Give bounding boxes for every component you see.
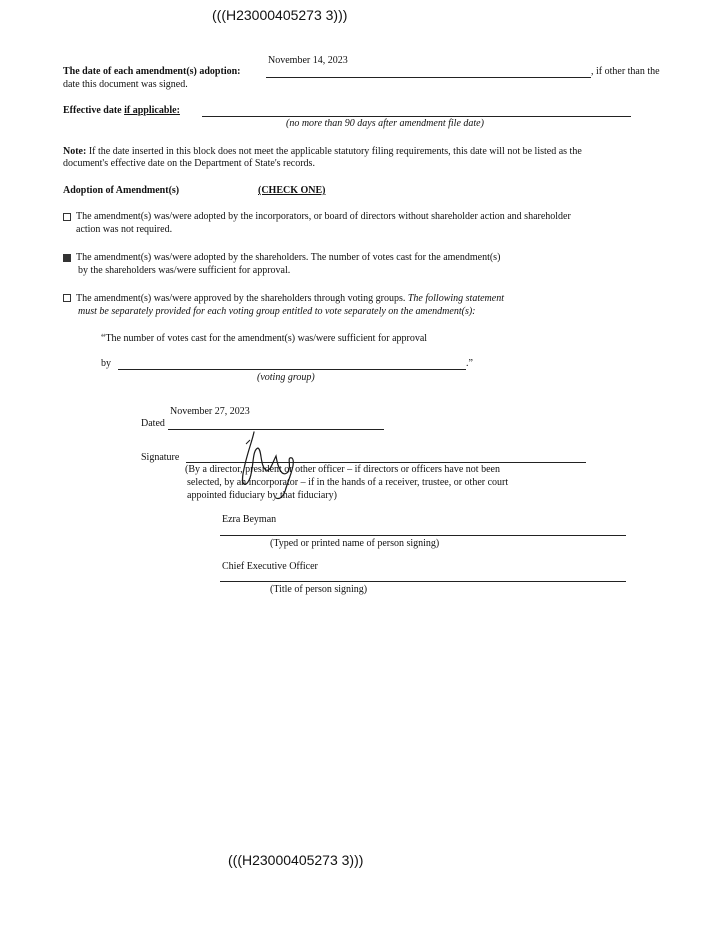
signer-name-line — [220, 535, 626, 536]
option-2-line2: by the shareholders was/were sufficient for approval. — [78, 265, 291, 276]
by-label: by — [101, 358, 111, 369]
adoption-date-value: November 14, 2023 — [268, 55, 348, 66]
signer-name-caption: (Typed or printed name of person signing) — [270, 538, 440, 549]
dated-label: Dated — [141, 418, 165, 429]
option-2-line1: The amendment(s) was/were adopted by the shareholders. The number of votes cast for the amendment(s) — [76, 252, 501, 263]
by-end: .” — [466, 358, 473, 369]
option-3-line2: must be separately provided for each voting group entitled to vote separately on the amendment(s): — [78, 306, 476, 317]
signature-instructions-line2: selected, by an incorporator – if in the hands of a receiver, trustee, or other court — [187, 477, 509, 488]
signer-title-caption: (Title of person signing) — [270, 584, 368, 595]
option-1-line1: The amendment(s) was/were adopted by the incorporators, or board of directors without shareholder action and shareholder — [76, 211, 571, 222]
signer-title-line — [220, 581, 626, 582]
voting-group-caption: (voting group) — [257, 372, 315, 383]
effective-date-line — [202, 116, 631, 117]
note-line1: Note: If the date inserted in this block does not meet the applicable statutory filing requirements, this date will not be listed as the — [63, 146, 582, 157]
adoption-date-suffix: , if other than the — [591, 66, 660, 77]
voting-group-line — [118, 369, 466, 370]
voting-quote: “The number of votes cast for the amendment(s) was/were sufficient for approval — [101, 333, 428, 344]
signature-instructions-line3: appointed fiduciary by that fiduciary) — [187, 490, 337, 501]
signer-name-value: Ezra Beyman — [222, 514, 277, 525]
note-line2: document's effective date on the Department of State's records. — [63, 158, 315, 169]
dated-value: November 27, 2023 — [170, 406, 250, 417]
check-one-label: (CHECK ONE) — [258, 185, 326, 196]
signer-title-value: Chief Executive Officer — [222, 561, 318, 572]
option-1-line2: action was not required. — [76, 224, 173, 235]
adoption-date-line2: date this document was signed. — [63, 79, 188, 90]
option-3-line1: The amendment(s) was/were approved by the shareholders through voting groups. The following statement — [76, 293, 504, 304]
effective-date-note: (no more than 90 days after amendment file date) — [286, 118, 484, 129]
option-2-checkbox[interactable] — [63, 254, 71, 262]
document-footer-code: (((H23000405273 3))) — [228, 852, 364, 868]
adoption-date-label: The date of each amendment(s) adoption: — [63, 66, 241, 77]
adoption-date-line — [266, 77, 591, 78]
option-1-checkbox[interactable] — [63, 213, 71, 221]
option-3-checkbox[interactable] — [63, 294, 71, 302]
signature-label: Signature — [141, 452, 180, 463]
document-header-code: (((H23000405273 3))) — [212, 7, 348, 23]
effective-date-label: Effective date if applicable: — [63, 105, 180, 116]
signature-instructions-line1: (By a director, president or other officer – if directors or officers have not been — [185, 464, 500, 475]
adoption-heading: Adoption of Amendment(s) — [63, 185, 180, 196]
